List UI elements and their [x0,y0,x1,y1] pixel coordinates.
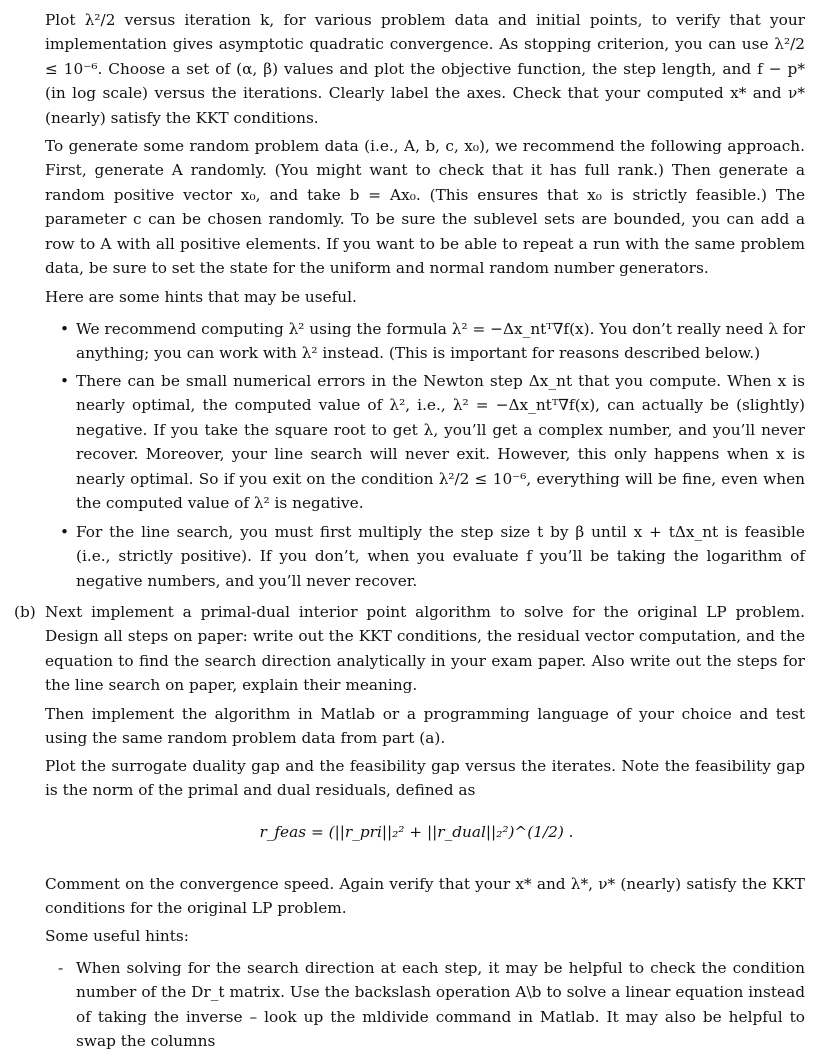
feasibility-gap-equation: r_feas = (||r_pri||₂² + ||r_dual||₂²)^(1/2) . [259,823,574,841]
paragraph-implement: Then implement the algorithm in Matlab or a programming language of your choice and test using the same random problem data from part (a). [45,705,805,748]
bullet-item-lambda-formula: We recommend computing λ² using the formula λ² = −Δx_ntᵀ∇f(x). You don’t really need λ for anything; you can work with λ² instead. (This is important for reasons described below.) [76,320,805,363]
dash-marker: - [58,959,64,977]
hint-item-search-direction: When solving for the search direction at each step, it may be helpful to check the condition number of the Dr_t matrix. Use the backslash operation A\b to solve a linear equation instead of taking the inverse – look up the mldivide command in Matlab. It may also be helpful to swap the columns [76,959,805,1051]
paragraph-random-data: To generate some random problem data (i.e., A, b, c, x₀), we recommend the following approach. First, generate A randomly. (You might want to check that it has full rank.) Then generate a random positive vector x₀, and take b = Ax₀. (This ensures that x₀ is strictly feasible.) The parameter c can be chosen randomly. To be sure the sublevel sets are bounded, you can add a row to A with all positive elements. If you want to be able to repeat a run with the same problem data, be sure to set the state for the uniform and normal random number generators. [45,137,805,278]
paragraph-useful-hints: Some useful hints: [45,927,189,945]
part-b-label: (b) [14,603,36,621]
paragraph-hints-intro: Here are some hints that may be useful. [45,288,357,306]
bullet-item-line-search: For the line search, you must first multiply the step size t by β until x + tΔx_nt is feasible (i.e., strictly positive). If you don’t, when you evaluate f you’ll be taking the logarithm of negative numbers, and you’ll never recover. [76,523,805,590]
paragraph-plot-instructions: Plot λ²/2 versus iteration k, for various problem data and initial points, to verify that your implementation gives asymptotic quadratic convergence. As stopping criterion, you can use λ²/2 ≤ 10⁻⁶. Choose a set of (α, β) values and plot the objective function, the step length, and f − p* (in log scale) versus the iterations. Clearly label the axes. Check that your computed x* and ν* (nearly) satisfy the KKT conditions. [45,11,805,127]
paragraph-primal-dual: Next implement a primal-dual interior point algorithm to solve for the original LP problem. Design all steps on paper: write out the KKT conditions, the residual vector computation, and the equation to find the search direction analytically in your exam paper. Also write out the steps for the line search on paper, explain their meaning. [45,603,805,695]
bullet-item-numerical-errors: There can be small numerical errors in the Newton step Δx_nt that you compute. When x is nearly optimal, the computed value of λ², i.e., λ² = −Δx_ntᵀ∇f(x), can actually be (slightly) negative. If you take the square root to get λ, you’ll get a complex number, and you’ll never recover. Moreover, your line search will never exit. However, this only happens when x is nearly optimal. So if you exit on the condition λ²/2 ≤ 10⁻⁶, everything will be fine, even when the computed value of λ² is negative. [76,372,805,513]
bullet-marker: • [60,372,70,390]
paragraph-comment: Comment on the convergence speed. Again verify that your x* and λ*, ν* (nearly) satisfy the KKT conditions for the original LP problem. [45,875,805,918]
bullet-marker: • [60,523,70,541]
bullet-marker: • [60,320,70,338]
paragraph-plot-gaps: Plot the surrogate duality gap and the feasibility gap versus the iterates. Note the feasibility gap is the norm of the primal and dual residuals, defined as [45,757,805,800]
